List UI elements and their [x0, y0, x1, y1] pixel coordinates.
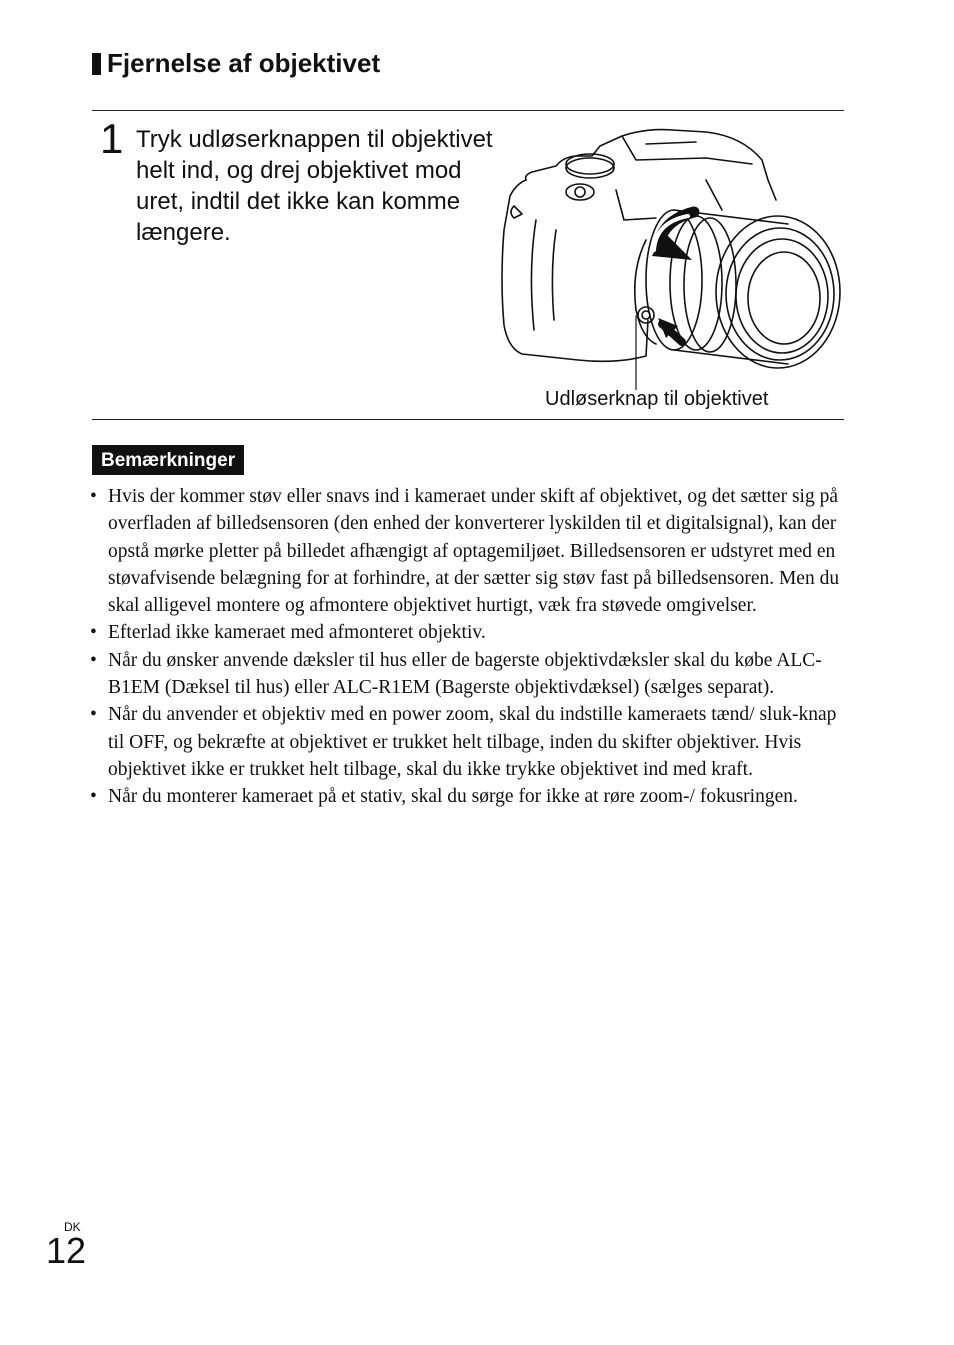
camera-lens-removal-icon [496, 120, 846, 390]
list-item [88, 783, 848, 810]
step-number: 1 [100, 115, 124, 162]
bullet-icon: • [90, 622, 97, 644]
list-item [88, 619, 848, 646]
bottom-divider [92, 419, 844, 420]
note-text: Når du anvender et objektiv med en power zoom, skal du indstille kameraets tænd/ sluk-knap til OFF, og bekræfte at objektivet er trukket helt tilbage, inden du skifter objektiver. Hvis objektivet ikke er trukket helt tilbage, skal du ikke trykke objektivet ind med kraft. [108, 704, 837, 780]
bullet-icon: • [90, 486, 97, 507]
note-text: Hvis der kommer støv eller snavs ind i kameraet under skift af objektivet, og det sætter sig på overfladen af billedsensoren (den enhed der konverterer lyskilden til et digitalsignal), kan der opstå mørke pletter på billedet afhængigt af optagemiljøet. Billedsensoren er udstyret med en støvafvisende belægning for at forhindre, at der sætter sig støv fast på billedsensoren. Men du skal alligevel montere og afmontere objektivet hurtigt, væk fra støvede omgivelser. [108, 486, 840, 617]
notes-label: Bemærkninger [92, 445, 244, 475]
note-text: Når du monterer kameraet på et stativ, skal du sørge for ikke at røre zoom-/ fokusringen. [108, 786, 798, 808]
bullet-icon: • [90, 704, 97, 726]
notes-list [88, 483, 848, 811]
list-item [88, 701, 848, 783]
page-number: 12 [46, 1230, 87, 1271]
note-text: Efterlad ikke kameraet med afmonteret objektiv. [108, 622, 486, 644]
list-item [88, 483, 848, 619]
list-item [88, 647, 848, 702]
section-marker-icon [92, 53, 101, 75]
bullet-icon: • [90, 649, 97, 671]
step-instruction: Tryk udløserknappen til objektivet helt ind, og drej objektivet mod uret, indtil det ikke kan komme længere. [136, 126, 493, 246]
figure-caption: Udløserknap til objektivet [545, 388, 769, 410]
section-title-text: Fjernelse af objektivet [107, 48, 381, 78]
bullet-icon: • [90, 786, 97, 808]
top-divider [92, 110, 844, 111]
section-title [92, 48, 380, 79]
page-language: DK [64, 1220, 81, 1234]
note-text: Når du ønsker anvende dæksler til hus eller de bagerste objektivdæksler skal du købe ALC-B1EM (Dæksel til hus) eller ALC-R1EM (Bagerste objektivdæksel) (sælges separat). [108, 649, 822, 699]
